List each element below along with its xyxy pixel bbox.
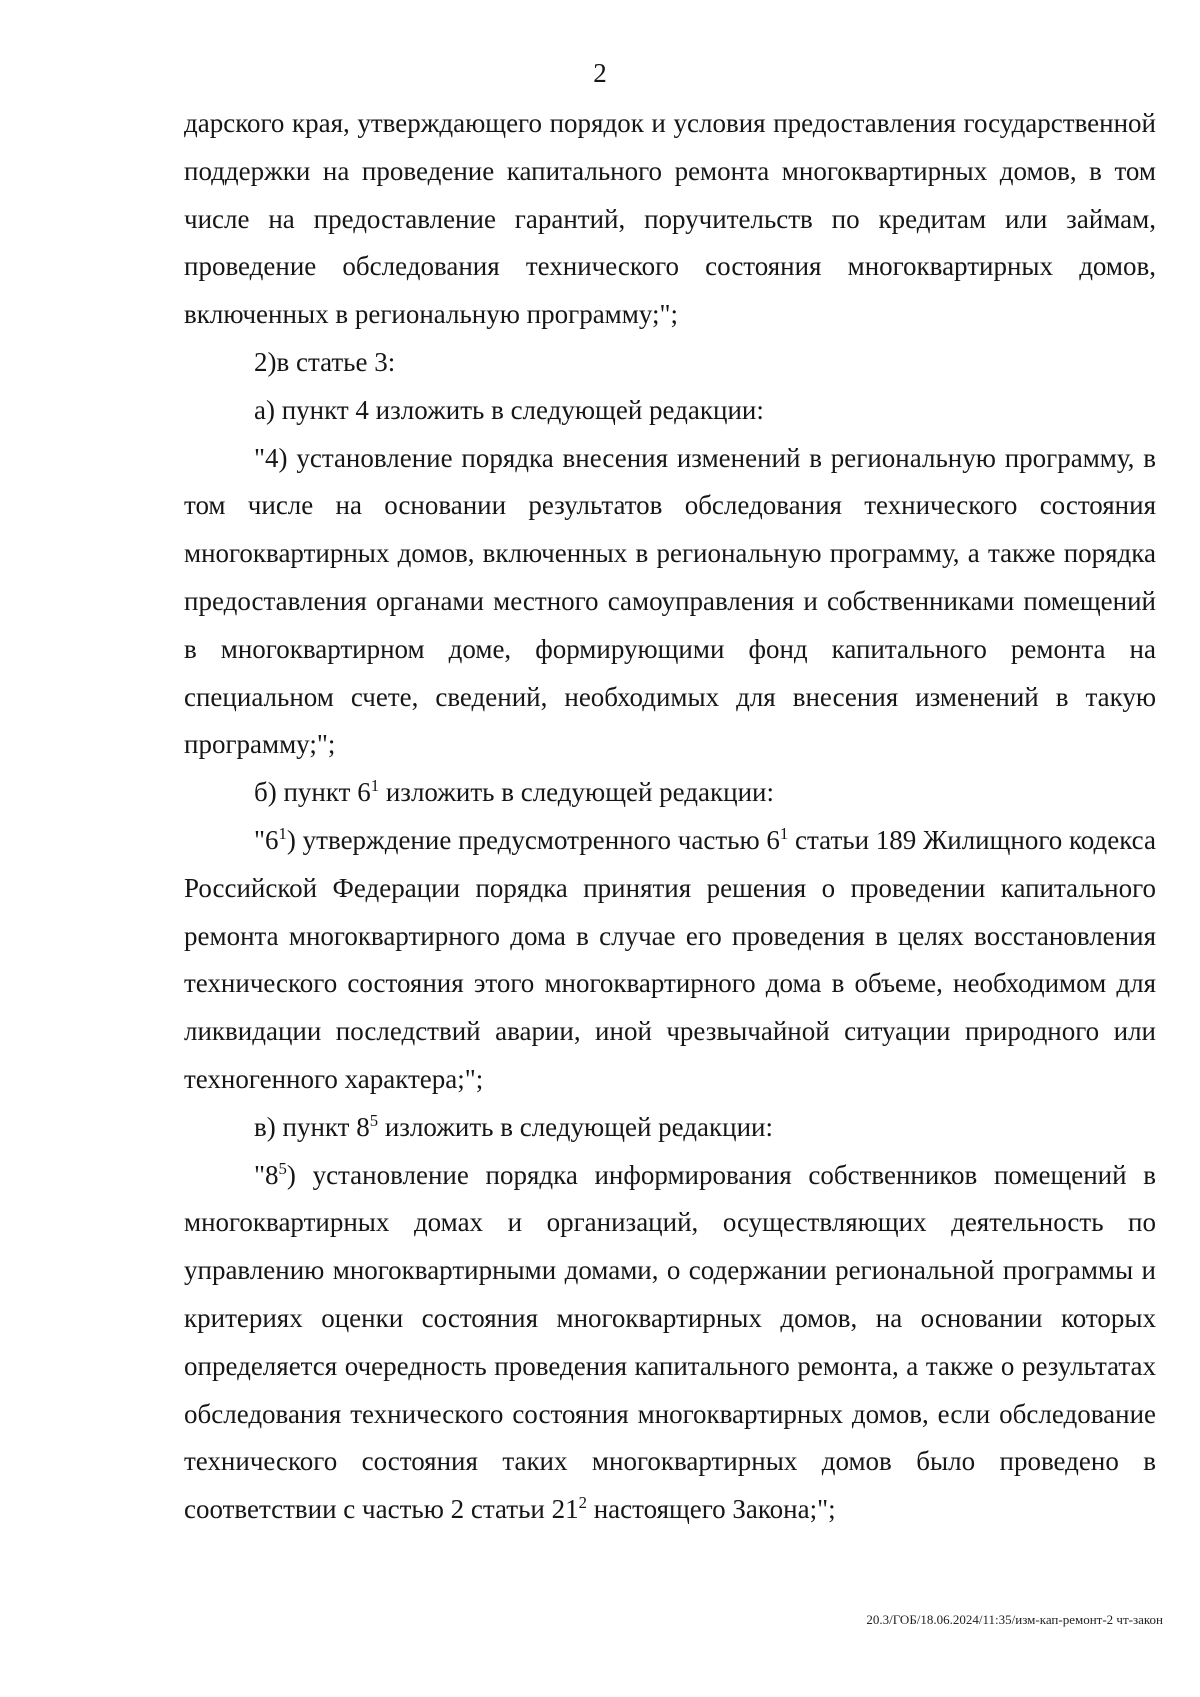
paragraph-item-b	[184, 769, 1156, 817]
paragraph-item-a: а) пункт 4 изложить в следующей редакции:	[254, 394, 764, 425]
text-segment: б) пункт 6	[254, 777, 371, 808]
text-segment: ) установление порядка информирования собственников помещений в многоквартирных домах и организаций, осуществляющих деятельность по управлению многоквартирными домами, о содержании региональной программы и критериях оценки состояния многоквартирных домов, на основании которых определяется очередность проведения капитального ремонта, а также о результатах обследования технического состояния многоквартирных домов, если обследование технического состояния таких многоквартирных домов было проведено в соответствии с частью 2 статьи 21	[184, 1159, 1156, 1525]
text-segment: "8	[254, 1159, 279, 1190]
paragraph-continuation: дарского края, утверждающего порядок и условия предоставления государственной поддержки на проведение капитального ремонта многоквартирных домов, в том числе на предоставление гарантий, поручительств по кредитам или займам, проведение обследования технического состояния многоквартирных домов, включенных в региональную программу;";	[184, 108, 1156, 330]
paragraph-article-3: 2)в статье 3:	[254, 346, 396, 377]
document-body	[184, 100, 1156, 1534]
paragraph-point-4-text: "4) установление порядка внесения изменений в региональную программу, в том числе на основании результатов обследования технического состояния многоквартирных домов, включенных в региональную программу, а также порядка предоставления органами местного самоуправления и собственниками помещений в многоквартирном доме, формирующими фонд капитального ремонта на специальном счете, сведений, необходимых для внесения изменений в такую программу;";	[184, 442, 1156, 760]
text-segment: статьи 189 Жилищного кодекса Российской Федерации порядка принятия решения о проведении капитального ремонта многоквартирного дома в случае его проведения в целях восстановления технического состояния этого многоквартирного дома в объеме, необходимом для ликвидации последствий аварии, иной чрезвычайной ситуации природного или техногенного характера;";	[184, 824, 1156, 1094]
paragraph-point-6-1-text	[184, 817, 1156, 1104]
superscript: 2	[578, 1493, 587, 1513]
page-number: 2	[593, 58, 607, 88]
superscript: 5	[369, 1110, 379, 1130]
paragraph-point-8-5-text	[184, 1152, 1156, 1534]
superscript: 1	[370, 776, 380, 796]
superscript: 5	[278, 1158, 287, 1178]
superscript: 1	[278, 823, 287, 843]
document-footer-code: 20.3/ГОБ/18.06.2024/11:35/изм-кап-ремонт-2 чт-закон	[866, 1612, 1163, 1627]
text-segment: в) пункт 8	[254, 1111, 370, 1142]
text-segment: изложить в следующей редакции:	[378, 1111, 773, 1142]
text-segment: ) утверждение предусмотренного частью 6	[286, 824, 780, 855]
paragraph-item-v	[184, 1104, 1156, 1152]
text-segment: "6	[254, 824, 279, 855]
text-segment: изложить в следующей редакции:	[379, 777, 774, 808]
text-segment: настоящего Закона;";	[586, 1494, 836, 1525]
superscript: 1	[779, 823, 789, 843]
